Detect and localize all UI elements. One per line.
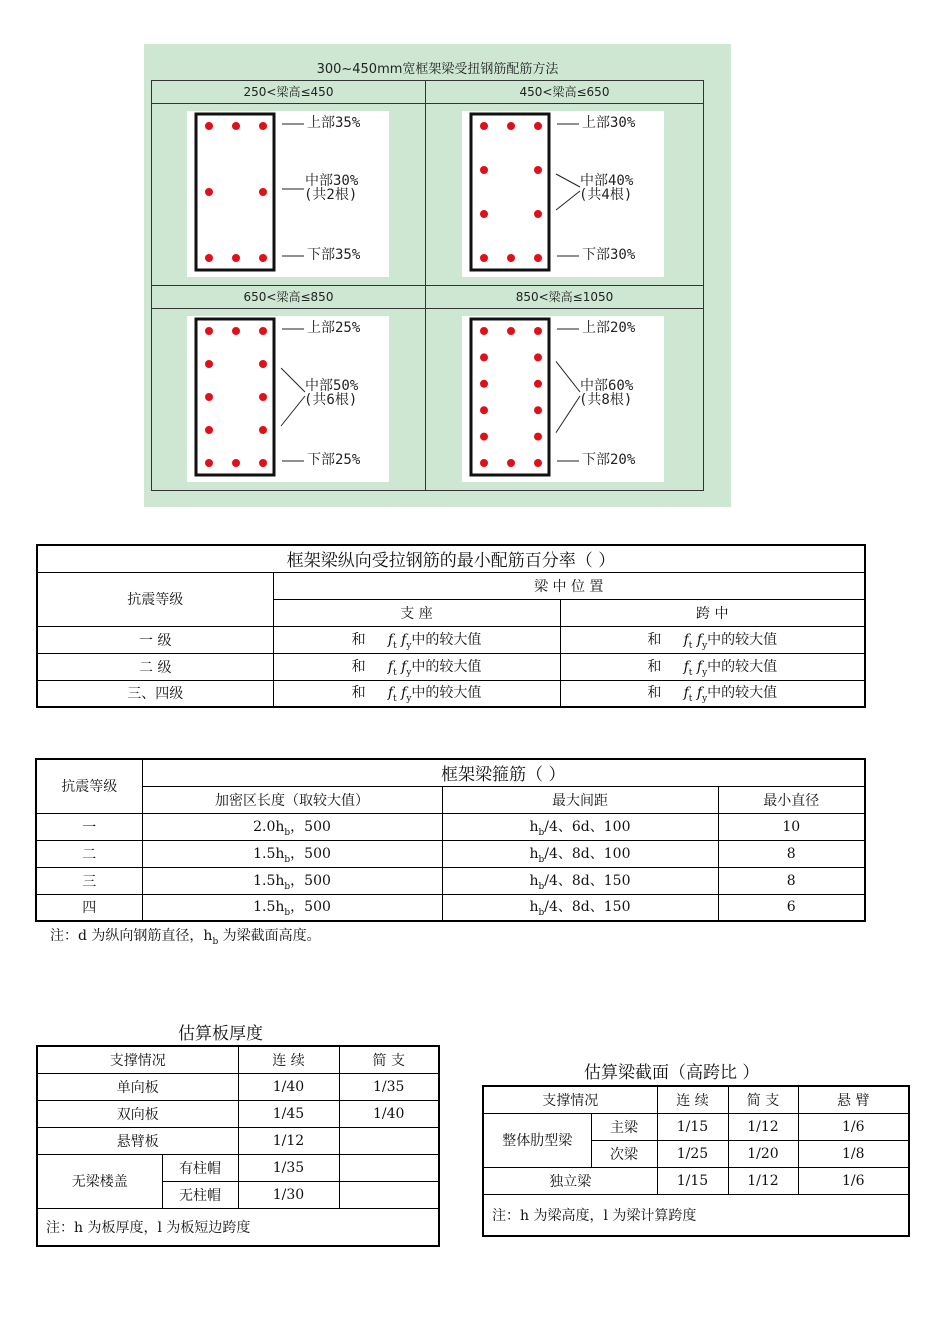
- rebar-dot: [259, 426, 267, 434]
- rebar-dot: [232, 122, 240, 130]
- b-subscript: b: [284, 908, 291, 919]
- ft-symbol: f: [387, 631, 394, 648]
- beam-section-panel: [187, 316, 389, 482]
- fy-symbol: f: [696, 658, 703, 675]
- rebar-dot: [534, 210, 542, 218]
- larger-value-label: 中的较大值: [707, 658, 778, 675]
- grade-cell: 三: [36, 867, 142, 894]
- length-cell: [142, 813, 442, 840]
- table3-group-name: 无梁楼盖: [37, 1154, 162, 1208]
- rebar-dot: [259, 254, 267, 262]
- figure-title: 300~450mm宽框架梁受扭钢筋配筋方法: [316, 62, 559, 77]
- spacing-tail: /4、6d、100: [544, 818, 631, 835]
- and-label: 和: [351, 685, 366, 702]
- section-quadrant: [151, 80, 426, 286]
- beam-section-panel: [462, 111, 664, 277]
- larger-value-label: 中的较大值: [411, 658, 482, 675]
- t-subscript: t: [688, 640, 693, 651]
- larger-value-label: 中的较大值: [411, 631, 482, 648]
- spacing-value: h: [529, 899, 539, 916]
- rebar-dot: [507, 459, 515, 467]
- table4-cell: 1/20: [728, 1140, 798, 1167]
- y-subscript: y: [702, 694, 708, 705]
- length-tail: ，500: [290, 818, 331, 835]
- t-subscript: t: [688, 694, 693, 705]
- table4-row-name: 独立梁: [483, 1167, 657, 1194]
- t-subscript: t: [393, 640, 397, 651]
- rebar-dot: [232, 327, 240, 335]
- rebar-dot: [205, 327, 213, 335]
- spacing-value: h: [529, 818, 539, 835]
- table3-cell: [339, 1127, 439, 1154]
- table2-grade-header: 抗震等级: [36, 759, 142, 813]
- spacing-tail: /4、8d、150: [544, 899, 631, 916]
- rebar-dot: [480, 210, 488, 218]
- bottom-ratio-label: 下部20%: [582, 452, 636, 468]
- larger-value-label: 中的较大值: [707, 631, 778, 648]
- table3-cell: 1/12: [238, 1127, 339, 1154]
- spacing-cell: [442, 867, 718, 894]
- rebar-dot: [480, 353, 488, 361]
- rebar-dot: [534, 166, 542, 174]
- rebar-dot: [534, 122, 542, 130]
- rebar-dot: [205, 254, 213, 262]
- table3-cell: 1/35: [339, 1073, 439, 1100]
- fy-symbol: f: [401, 658, 407, 675]
- spacing-value: h: [529, 872, 539, 889]
- ft-symbol: f: [387, 685, 394, 702]
- table3-row-name: 悬臂板: [37, 1127, 238, 1154]
- table3-cell: 1/45: [238, 1100, 339, 1127]
- table3-row-name: 无柱帽: [162, 1181, 238, 1208]
- stirrup-table: [35, 758, 866, 922]
- t-subscript: t: [688, 667, 693, 678]
- mid-cell: [560, 653, 865, 680]
- table3-cell: [339, 1181, 439, 1208]
- rebar-dot: [205, 393, 213, 401]
- length-value: 2.0h: [253, 818, 285, 835]
- rebar-dot: [534, 380, 542, 388]
- section-quadrant: [151, 285, 426, 491]
- rebar-dot: [259, 122, 267, 130]
- rebar-dot: [232, 459, 240, 467]
- rebar-dot: [205, 360, 213, 368]
- rebar-figure: [144, 44, 731, 507]
- table3-cell: 1/30: [238, 1181, 339, 1208]
- top-ratio-label: 上部35%: [307, 115, 361, 131]
- table2-length-header: 加密区长度（取较大值）: [142, 786, 442, 813]
- rebar-dot: [205, 188, 213, 196]
- support-cell: [273, 653, 560, 680]
- length-tail: ，500: [290, 845, 331, 862]
- middle-count-label: (共4根): [579, 187, 633, 203]
- table3-cell: 1/35: [238, 1154, 339, 1181]
- leader-line: [556, 361, 580, 392]
- spacing-cell: [442, 840, 718, 867]
- beam-outline: [471, 114, 549, 270]
- table1-mid-header: 跨 中: [560, 599, 865, 626]
- b-subscript: b: [538, 908, 545, 919]
- section-quadrant: [425, 80, 704, 286]
- middle-ratio-label: 中部40%: [580, 173, 634, 189]
- larger-value-label: 中的较大值: [707, 685, 778, 702]
- length-tail: ，500: [290, 872, 331, 889]
- fy-symbol: f: [401, 631, 407, 648]
- length-value: 1.5h: [253, 845, 285, 862]
- grade-cell: 一: [36, 813, 142, 840]
- grade-cell: 四: [36, 894, 142, 921]
- table-row: [37, 653, 865, 680]
- top-ratio-label: 上部25%: [307, 320, 361, 336]
- table4-caption: 估算梁截面（高跨比 ）: [584, 1063, 760, 1083]
- ft-symbol: f: [387, 658, 394, 675]
- table2-note-sub: b: [212, 936, 219, 947]
- fy-symbol: f: [401, 685, 407, 702]
- leader-line: [556, 174, 580, 187]
- grade-cell: 二: [36, 840, 142, 867]
- table4-support-header: 支撑情况: [483, 1086, 657, 1113]
- table4-cell: 1/15: [657, 1167, 728, 1194]
- table4-cont-header: 连 续: [657, 1086, 728, 1113]
- and-label: 和: [351, 631, 366, 648]
- table2-note-b: 为梁截面高度。: [222, 928, 321, 944]
- top-ratio-label: 上部20%: [582, 320, 636, 336]
- table-row: [36, 840, 865, 867]
- bottom-ratio-label: 下部30%: [582, 247, 636, 263]
- table4-cell: 1/12: [728, 1167, 798, 1194]
- rebar-dot: [259, 459, 267, 467]
- table3-cell: 1/40: [238, 1073, 339, 1100]
- table3-row-name: 单向板: [37, 1073, 238, 1100]
- rebar-dot: [259, 327, 267, 335]
- beam-section-panel: [462, 316, 664, 482]
- rebar-dot: [534, 353, 542, 361]
- length-value: 1.5h: [253, 899, 285, 916]
- grade-cell: 三、四级: [37, 680, 273, 707]
- b-subscript: b: [284, 854, 291, 865]
- spacing-value: h: [529, 845, 539, 862]
- table1-position-header: 梁 中 位 置: [273, 572, 865, 599]
- rebar-dot: [534, 327, 542, 335]
- table3-row-name: 有柱帽: [162, 1154, 238, 1181]
- table4-group-name: 整体肋型梁: [483, 1113, 591, 1167]
- slab-thickness-table: [36, 1045, 440, 1247]
- mid-cell: [560, 626, 865, 653]
- table-row: [37, 680, 865, 707]
- length-cell: [142, 867, 442, 894]
- rebar-dot: [259, 188, 267, 196]
- table3-row-name: 双向板: [37, 1100, 238, 1127]
- leader-line: [281, 396, 305, 426]
- section-quadrant: [425, 285, 704, 491]
- beam-section-table: [482, 1085, 910, 1237]
- middle-count-label: (共8根): [579, 392, 633, 408]
- min-reinforcement-table: [36, 544, 866, 708]
- middle-ratio-label: 中部30%: [305, 173, 359, 189]
- quadrant-range-label: 250<梁高≤450: [152, 81, 425, 104]
- quadrant-range-label: 850<梁高≤1050: [426, 286, 703, 309]
- ft-symbol: f: [683, 631, 689, 648]
- mid-cell: [560, 680, 865, 707]
- rebar-dot: [507, 327, 515, 335]
- t-subscript: t: [393, 694, 397, 705]
- table3-simple-header: 简 支: [339, 1046, 439, 1073]
- diameter-cell: 10: [718, 813, 865, 840]
- beam-section-panel: [187, 111, 389, 277]
- ft-symbol: f: [683, 658, 689, 675]
- b-subscript: b: [538, 854, 545, 865]
- rebar-dot: [232, 254, 240, 262]
- rebar-dot: [507, 254, 515, 262]
- b-subscript: b: [284, 881, 291, 892]
- length-cell: [142, 840, 442, 867]
- and-label: 和: [351, 658, 366, 675]
- table3-cell: [339, 1154, 439, 1181]
- middle-count-label: (共2根): [304, 187, 358, 203]
- rebar-dot: [480, 254, 488, 262]
- table1-grade-header: 抗震等级: [37, 572, 273, 626]
- bottom-ratio-label: 下部25%: [307, 452, 361, 468]
- leader-line: [281, 368, 305, 392]
- leader-line: [556, 396, 580, 433]
- y-subscript: y: [406, 667, 412, 678]
- rebar-dot: [507, 122, 515, 130]
- grade-cell: 二 级: [37, 653, 273, 680]
- and-label: 和: [647, 685, 662, 702]
- table4-cell: 1/8: [798, 1140, 909, 1167]
- middle-ratio-label: 中部50%: [305, 378, 359, 394]
- table4-cell: 1/15: [657, 1113, 728, 1140]
- fy-symbol: f: [696, 631, 703, 648]
- middle-count-label: (共6根): [304, 392, 358, 408]
- table2-spacing-header: 最大间距: [442, 786, 718, 813]
- t-subscript: t: [393, 667, 397, 678]
- table4-cell: 1/25: [657, 1140, 728, 1167]
- table2-note-a: 注：d 为纵向钢筋直径，h: [50, 928, 213, 944]
- rebar-dot: [534, 459, 542, 467]
- rebar-dot: [534, 433, 542, 441]
- table4-simple-header: 简 支: [728, 1086, 798, 1113]
- middle-ratio-label: 中部60%: [580, 378, 634, 394]
- table4-cell: 1/6: [798, 1167, 909, 1194]
- b-subscript: b: [538, 827, 545, 838]
- and-label: 和: [647, 631, 662, 648]
- y-subscript: y: [702, 640, 708, 651]
- y-subscript: y: [702, 667, 708, 678]
- table3-cont-header: 连 续: [238, 1046, 339, 1073]
- rebar-dot: [534, 406, 542, 414]
- table1-support-header: 支 座: [273, 599, 560, 626]
- diameter-cell: 6: [718, 894, 865, 921]
- table-row: [36, 867, 865, 894]
- rebar-dot: [480, 166, 488, 174]
- spacing-cell: [442, 894, 718, 921]
- rebar-dot: [480, 459, 488, 467]
- table4-row-name: 次梁: [591, 1140, 657, 1167]
- table3-caption: 估算板厚度: [178, 1024, 263, 1044]
- spacing-tail: /4、8d、150: [544, 872, 631, 889]
- rebar-dot: [205, 459, 213, 467]
- table1-title: 框架梁纵向受拉钢筋的最小配筋百分率（ ）: [37, 545, 865, 572]
- b-subscript: b: [538, 881, 545, 892]
- quadrant-range-label: 650<梁高≤850: [152, 286, 425, 309]
- support-cell: [273, 680, 560, 707]
- table4-cell: 1/12: [728, 1113, 798, 1140]
- table2-diameter-header: 最小直径: [718, 786, 865, 813]
- table3-support-header: 支撑情况: [37, 1046, 238, 1073]
- b-subscript: b: [284, 827, 291, 838]
- top-ratio-label: 上部30%: [582, 115, 636, 131]
- table-row: [36, 894, 865, 921]
- rebar-dot: [480, 406, 488, 414]
- table4-cell: 1/6: [798, 1113, 909, 1140]
- y-subscript: y: [406, 640, 412, 651]
- table4-note: 注：h 为梁高度，l 为梁计算跨度: [483, 1194, 909, 1236]
- diameter-cell: 8: [718, 840, 865, 867]
- table-row: [37, 626, 865, 653]
- spacing-cell: [442, 813, 718, 840]
- and-label: 和: [647, 658, 662, 675]
- diameter-cell: 8: [718, 867, 865, 894]
- rebar-dot: [480, 433, 488, 441]
- y-subscript: y: [406, 694, 412, 705]
- table4-cant-header: 悬 臂: [798, 1086, 909, 1113]
- table2-note: [50, 925, 321, 947]
- length-value: 1.5h: [253, 872, 285, 889]
- larger-value-label: 中的较大值: [411, 685, 482, 702]
- ft-symbol: f: [683, 685, 689, 702]
- rebar-dot: [205, 426, 213, 434]
- length-tail: ，500: [290, 899, 331, 916]
- rebar-dot: [480, 327, 488, 335]
- fy-symbol: f: [696, 685, 703, 702]
- leader-line: [556, 191, 580, 210]
- table3-cell: 1/40: [339, 1100, 439, 1127]
- length-cell: [142, 894, 442, 921]
- rebar-dot: [259, 360, 267, 368]
- grade-cell: 一 级: [37, 626, 273, 653]
- bottom-ratio-label: 下部35%: [307, 247, 361, 263]
- table4-row-name: 主梁: [591, 1113, 657, 1140]
- beam-outline: [471, 319, 549, 475]
- quadrant-range-label: 450<梁高≤650: [426, 81, 703, 104]
- support-cell: [273, 626, 560, 653]
- table3-note: 注：h 为板厚度，l 为板短边跨度: [37, 1208, 439, 1246]
- table-row: [36, 813, 865, 840]
- rebar-dot: [534, 254, 542, 262]
- rebar-dot: [480, 122, 488, 130]
- table2-title: 框架梁箍筋（ ）: [142, 759, 865, 786]
- rebar-dot: [480, 380, 488, 388]
- spacing-tail: /4、8d、100: [544, 845, 631, 862]
- rebar-dot: [205, 122, 213, 130]
- rebar-dot: [259, 393, 267, 401]
